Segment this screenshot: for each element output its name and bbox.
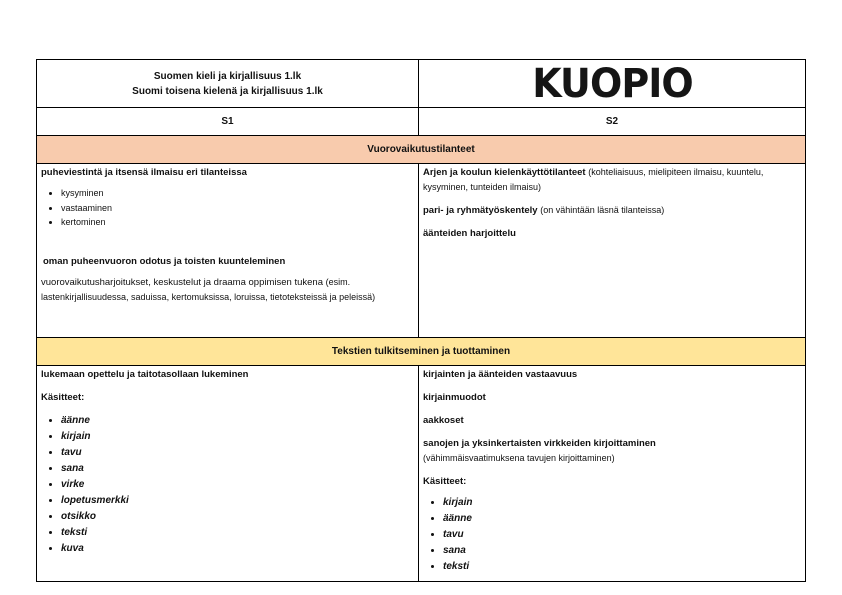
- list-item: • lopetusmerkki: [61, 493, 414, 509]
- s2-heading-1-note: (kohteliaisuus, mielipiteen ilmaisu, kuuntelu, kysyminen, tunteiden ilmaisu): [423, 167, 764, 192]
- logo-cell: [419, 60, 806, 108]
- list-item: • vastaaminen: [61, 201, 414, 216]
- title-line-2: Suomi toisena kielenä ja kirjallisuus 1.lk: [132, 85, 323, 97]
- list-item: • sana: [61, 461, 414, 477]
- curriculum-table: [36, 59, 806, 582]
- list-item: • kuva: [61, 541, 414, 557]
- s1-concepts-label: Käsitteet:: [41, 392, 85, 403]
- list-item: • kirjain: [61, 429, 414, 445]
- s2-paragraph-1: [423, 165, 801, 195]
- list-item: • äänne: [61, 413, 414, 429]
- list-item: • kirjain: [443, 495, 801, 511]
- column-header-s2: S2: [419, 108, 806, 136]
- s1-paragraph: [41, 275, 414, 305]
- s2-concepts-label: Käsitteet:: [423, 476, 467, 487]
- list-item: • otsikko: [61, 509, 414, 525]
- s2-heading-1: Arjen ja koulun kielenkäyttötilanteet: [423, 167, 586, 178]
- s1-reading-heading: lukemaan opettelu ja taitotasollaan lukeminen: [41, 369, 249, 380]
- list-item: • tavu: [443, 527, 801, 543]
- s2-heading-2: pari- ja ryhmätyöskentely: [423, 205, 538, 216]
- section-title-texts: Tekstien tulkitseminen ja tuottaminen: [37, 338, 806, 366]
- s1-bullet-list: [41, 186, 414, 230]
- list-item: • virke: [61, 477, 414, 493]
- s1-heading: puheviestintä ja itsensä ilmaisu eri tilanteissa: [41, 167, 247, 178]
- s2-concepts-list: [423, 495, 801, 575]
- section2-s1-cell: [37, 366, 419, 582]
- section1-s1-cell: [37, 164, 419, 338]
- curriculum-document: [36, 59, 805, 582]
- list-item: • äänne: [443, 511, 801, 527]
- list-item: • kertominen: [61, 215, 414, 230]
- s1-paragraph-text: vuorovaikutusharjoitukset, keskustelut ja draama oppimisen tukena: [41, 276, 323, 288]
- section2-s2-cell: [419, 366, 806, 582]
- section-title-interaction: Vuorovaikutustilanteet: [37, 136, 806, 164]
- list-item: • teksti: [61, 525, 414, 541]
- s1-paragraph-note: (esim. lastenkirjallisuudessa, saduissa, kertomuksissa, loruissa, tietoteksteissä ja peleissä): [41, 276, 376, 302]
- s2-letters-heading: kirjainten ja äänteiden vastaavuus: [423, 369, 578, 380]
- document-title-cell: [37, 60, 419, 108]
- section1-s2-cell: [419, 164, 806, 338]
- s2-heading-3: äänteiden harjoittelu: [423, 228, 516, 239]
- s2-alphabet-heading: aakkoset: [423, 415, 464, 426]
- s1-heading-2: oman puheenvuoron odotus ja toisten kuunteleminen: [43, 255, 286, 267]
- s2-writing-note: (vähimmäisvaatimuksena tavujen kirjoittaminen): [423, 453, 615, 463]
- title-line-1: Suomen kieli ja kirjallisuus 1.lk: [153, 70, 302, 82]
- s1-concepts-list: [41, 413, 414, 557]
- s2-writing-heading: sanojen ja yksinkertaisten virkkeiden kirjoittaminen: [423, 438, 656, 449]
- list-item: • kysyminen: [61, 186, 414, 201]
- s2-paragraph-2: [423, 203, 801, 218]
- list-item: • sana: [443, 543, 801, 559]
- s2-heading-2-note: (on vähintään läsnä tilanteissa): [540, 205, 665, 215]
- column-header-s1: S1: [37, 108, 419, 136]
- s2-letterforms-heading: kirjainmuodot: [423, 392, 486, 403]
- kuopio-logo: KUOPIO: [531, 60, 693, 107]
- list-item: • tavu: [61, 445, 414, 461]
- list-item: • teksti: [443, 559, 801, 575]
